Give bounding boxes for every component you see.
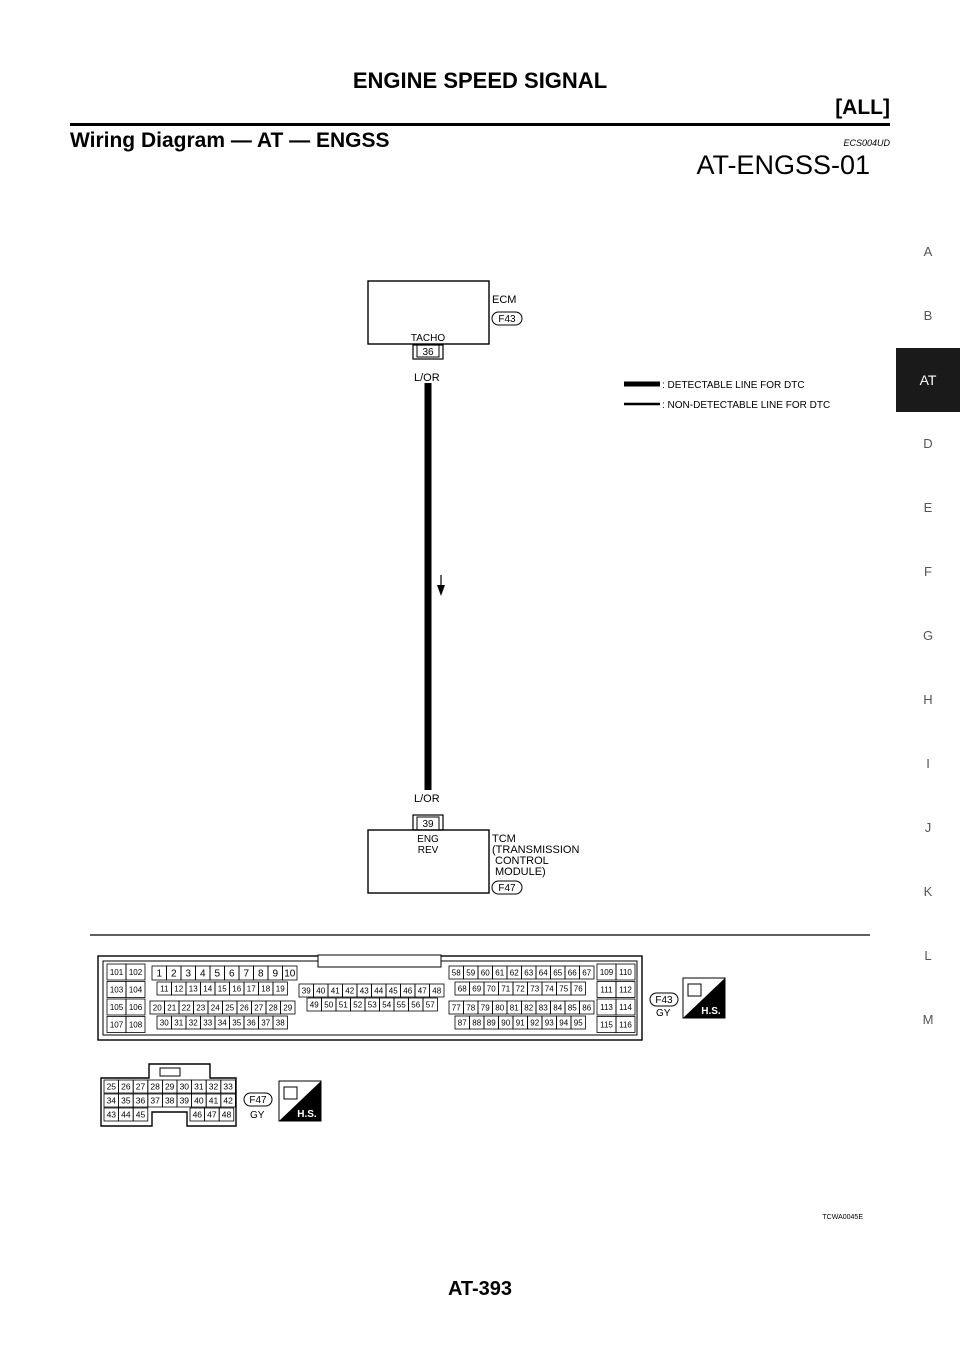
terminal-number: 35 [121,1095,131,1106]
terminal-number: 11 [160,984,169,994]
terminal-number: 111 [600,985,613,995]
ecm-label: ECM [492,294,517,306]
terminal-number: 47 [417,986,427,996]
terminal-number: 115 [600,1020,613,1030]
terminal-number: 64 [538,968,548,978]
terminal-number: 110 [619,967,632,977]
terminal-number: 79 [480,1003,490,1013]
terminal-number: 49 [309,1000,319,1010]
terminal-number: 113 [600,1002,613,1012]
terminal-number: 28 [150,1081,160,1092]
f47-hs-label: H.S. [297,1109,317,1120]
terminal-number: 36 [246,1018,256,1028]
terminal-number: 93 [544,1018,554,1028]
terminal-number: 23 [196,1003,206,1013]
side-index-e[interactable]: E [923,500,933,515]
f43-badge-id: F43 [655,995,673,1006]
terminal-number: 12 [174,984,184,994]
terminal-number: 34 [217,1018,227,1028]
terminal-number: 31 [174,1018,184,1028]
terminal-number: 8 [257,968,264,980]
terminal-number: 46 [192,1109,203,1120]
terminal-number: 91 [515,1018,525,1028]
tcm-name-1: TCM [492,833,516,845]
terminal-number: 88 [472,1018,482,1028]
terminal-number: 15 [217,984,227,994]
terminal-number: 16 [232,984,242,994]
side-index-l[interactable]: L [924,948,932,963]
terminal-number: 50 [324,1000,334,1010]
terminal-number: 112 [619,985,632,995]
terminal-number: 68 [457,984,467,994]
terminal-number: 20 [152,1003,162,1013]
side-index-h[interactable]: H [923,692,933,707]
terminal-number: 34 [106,1095,117,1106]
side-index-d[interactable]: D [923,436,933,451]
page-header-subtitle: [ALL] [835,96,890,119]
terminal-number: 56 [411,1000,421,1010]
terminal-number: 106 [128,1002,143,1012]
f43-hs-icon [683,978,725,1018]
terminal-number: 69 [472,984,482,994]
terminal-number: 6 [228,968,235,980]
terminal-number: 26 [239,1003,249,1013]
terminal-number: 84 [553,1003,563,1013]
terminal-number: 37 [150,1095,160,1106]
terminal-number: 48 [221,1109,232,1120]
terminal-number: 116 [619,1020,632,1030]
f47-badge-id: F47 [249,1095,267,1106]
terminal-number: 33 [223,1081,233,1092]
terminal-number: 29 [283,1003,293,1013]
ecm-terminal-label: TACHO [410,333,446,344]
terminal-number: 35 [232,1018,242,1028]
tcm-terminal-number: 39 [422,819,434,830]
terminal-number: 13 [188,984,198,994]
terminal-number: 1 [156,968,163,980]
terminal-number: 90 [501,1018,511,1028]
signal-arrow-head [437,585,445,596]
terminal-number: 58 [451,968,461,978]
terminal-number: 89 [486,1018,496,1028]
terminal-number: 27 [135,1081,146,1092]
terminal-number: 52 [353,1000,363,1010]
terminal-number: 45 [135,1109,146,1120]
terminal-number: 72 [515,984,525,994]
tcm-name-2: (TRANSMISSION [492,844,580,856]
terminal-number: 30 [159,1018,169,1028]
tcm-name-4: MODULE) [495,866,546,878]
terminal-number: 25 [225,1003,235,1013]
terminal-number: 71 [501,984,511,994]
terminal-number: 19 [275,984,285,994]
figure-code: TCWA0045E [822,1214,863,1221]
side-index-b[interactable]: B [923,308,933,323]
terminal-number: 31 [194,1081,204,1092]
terminal-number: 62 [509,968,519,978]
terminal-number: 39 [301,986,311,996]
f47-lock-tab [160,1068,180,1076]
side-index-k[interactable]: K [923,884,933,899]
side-index-m[interactable]: M [922,1012,934,1027]
terminal-number: 38 [275,1018,285,1028]
terminal-number: 26 [121,1081,131,1092]
terminal-number: 22 [181,1003,191,1013]
terminal-number: 28 [268,1003,278,1013]
tcm-wire-color: L/OR [414,793,440,805]
terminal-number: 7 [243,968,250,980]
terminal-number: 53 [367,1000,377,1010]
terminal-number: 9 [272,968,279,980]
terminal-number: 54 [382,1000,392,1010]
terminal-number: 86 [582,1003,592,1013]
terminal-number: 94 [559,1018,569,1028]
terminal-number: 70 [486,984,496,994]
side-index-a[interactable]: A [923,244,933,259]
section-code: ECS004UD [843,138,890,148]
side-index-f[interactable]: F [924,564,932,579]
terminal-number: 30 [179,1081,190,1092]
f43-hs-label: H.S. [701,1006,721,1017]
terminal-number: 82 [524,1003,534,1013]
terminal-number: 43 [359,986,369,996]
tcm-name-3: CONTROL [495,855,549,867]
terminal-number: 32 [208,1081,219,1092]
terminal-number: 60 [480,968,490,978]
terminal-number: 59 [466,968,476,978]
terminal-number: 95 [573,1018,583,1028]
terminal-number: 104 [128,985,143,995]
terminal-number: 107 [109,1020,124,1030]
terminal-number: 43 [106,1109,117,1120]
terminal-number: 67 [582,968,592,978]
terminal-number: 32 [188,1018,198,1028]
section-title: Wiring Diagram — AT — ENGSS [70,129,390,152]
side-index-j[interactable]: J [924,820,932,835]
terminal-number: 66 [567,968,577,978]
side-index-i[interactable]: I [926,756,930,771]
terminal-number: 65 [553,968,563,978]
terminal-number: 108 [128,1020,143,1030]
terminal-number: 81 [509,1003,519,1013]
terminal-number: 80 [495,1003,505,1013]
f43-color: GY [656,1008,671,1019]
terminal-number: 109 [599,967,614,977]
side-index-g[interactable]: G [922,628,934,643]
terminal-number: 101 [109,967,124,977]
terminal-number: 17 [246,984,256,994]
terminal-number: 85 [567,1003,577,1013]
terminal-number: 57 [425,1000,435,1010]
f43-terminal-grid [107,964,635,1033]
terminal-number: 45 [388,986,398,996]
page-header-title: ENGINE SPEED SIGNAL [352,68,608,93]
page-number: AT-393 [447,1278,513,1300]
terminal-number: 42 [345,986,355,996]
terminal-number: 83 [538,1003,548,1013]
terminal-number: 33 [203,1018,213,1028]
terminal-number: 47 [207,1109,217,1120]
terminal-number: 77 [451,1003,461,1013]
f47-terminal-grid [104,1080,235,1121]
f47-hs-icon [279,1081,321,1121]
terminal-number: 18 [261,984,271,994]
terminal-number: 73 [530,984,540,994]
diagram-id: AT-ENGSS-01 [696,150,870,180]
f43-lock-tab [318,955,441,967]
terminal-number: 10 [284,968,296,980]
terminal-number: 87 [457,1018,467,1028]
terminal-number: 61 [495,968,505,978]
terminal-number: 78 [466,1003,476,1013]
terminal-number: 103 [109,985,124,995]
terminal-number: 27 [254,1003,264,1013]
terminal-number: 25 [106,1081,117,1092]
terminal-number: 21 [167,1003,177,1013]
terminal-number: 92 [530,1018,540,1028]
terminal-number: 40 [316,986,326,996]
ecm-connector-id: F43 [498,314,516,325]
f47-color: GY [250,1110,265,1121]
terminal-number: 46 [403,986,413,996]
terminal-number: 24 [210,1003,220,1013]
tcm-connector-id: F47 [498,883,516,894]
legend-detectable-text: : DETECTABLE LINE FOR DTC [662,380,805,391]
terminal-number: 41 [208,1095,219,1106]
terminal-number: 42 [223,1095,233,1106]
ecm-terminal-number: 36 [422,347,434,358]
tcm-terminal-label-1: ENG [417,834,439,845]
terminal-number: 44 [374,986,384,996]
terminal-number: 39 [179,1095,190,1106]
legend-non-detectable-text: : NON-DETECTABLE LINE FOR DTC [662,400,831,411]
terminal-number: 44 [121,1109,131,1120]
tcm-terminal-label-2: REV [417,845,439,856]
terminal-number: 51 [338,1000,348,1010]
terminal-number: 37 [261,1018,271,1028]
terminal-number: 29 [164,1081,175,1092]
terminal-number: 5 [214,968,221,980]
terminal-number: 14 [203,984,213,994]
terminal-number: 114 [619,1002,632,1012]
terminal-number: 40 [194,1095,204,1106]
ecm-wire-color: L/OR [414,372,440,384]
terminal-number: 55 [396,1000,406,1010]
terminal-number: 63 [524,968,534,978]
side-index-at[interactable]: AT [896,348,960,412]
terminal-number: 48 [432,986,442,996]
terminal-number: 105 [109,1002,124,1012]
terminal-number: 75 [559,984,569,994]
terminal-number: 76 [573,984,583,994]
terminal-number: 38 [164,1095,175,1106]
terminal-number: 41 [330,986,340,996]
terminal-number: 102 [128,967,143,977]
terminal-number: 74 [544,984,554,994]
terminal-number: 2 [170,968,177,980]
terminal-number: 3 [185,968,192,980]
terminal-number: 36 [135,1095,146,1106]
terminal-number: 4 [199,968,206,980]
